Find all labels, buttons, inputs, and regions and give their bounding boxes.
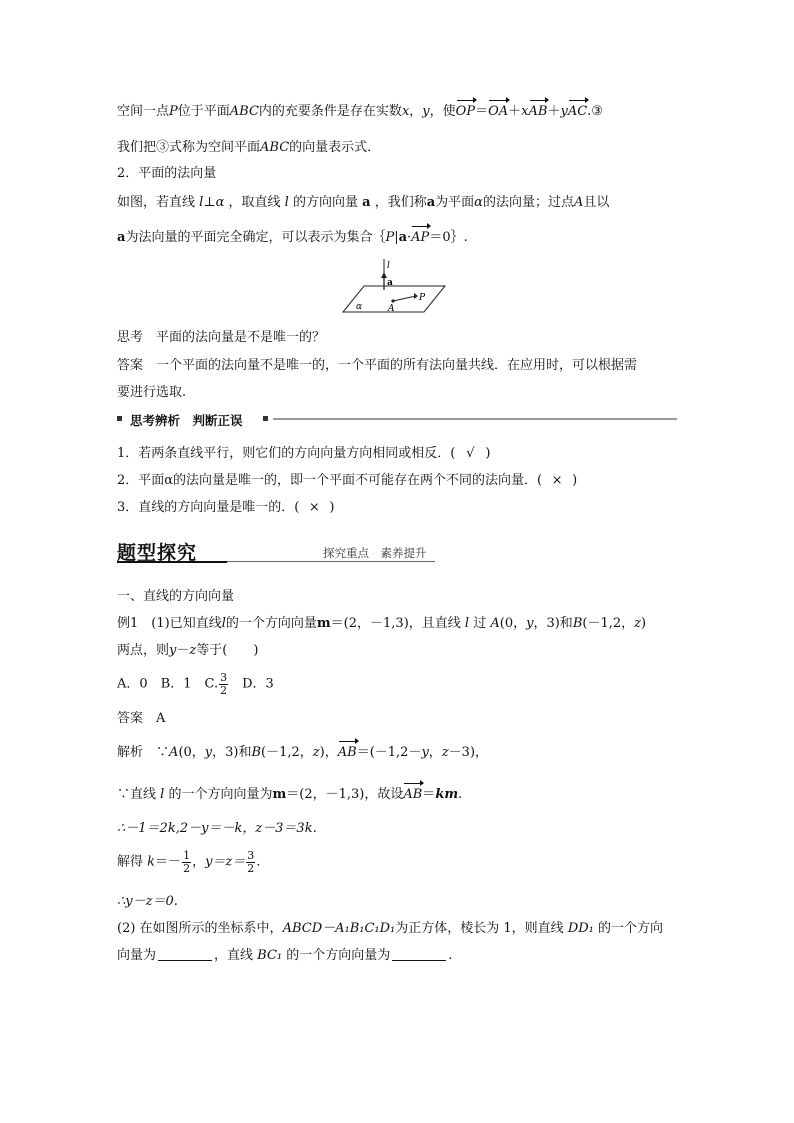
example-line-1: 例1 (1)已知直线l的一个方向向量m＝(2，－1,3)，且直线 l 过 A(0，y，3)和B(－1,2，z) — [117, 616, 647, 631]
heading-normal-vector: 2．平面的法向量 — [117, 166, 217, 181]
vector-ab: AB — [528, 104, 548, 119]
vector-ap-arrow — [393, 296, 416, 301]
think-question: 思考 平面的法向量是不是唯一的？ — [117, 330, 326, 345]
label-p: P — [419, 293, 426, 303]
example-answer: 答案 A — [117, 711, 166, 726]
answer-blank-1[interactable] — [158, 960, 212, 961]
vector-ab-solution: AB — [337, 745, 357, 760]
vector-oa: OA — [488, 104, 509, 119]
judge-header — [117, 412, 677, 426]
fraction-option-c: $\frac{3}{2}$ — [220, 671, 228, 697]
fraction-yz: $\frac{3}{2}$ — [247, 849, 255, 875]
think-answer-2: 要进行选取. — [117, 385, 187, 400]
judge-title: 思考辨析 判断正误 — [130, 413, 243, 428]
section-title: 题型探究 — [117, 542, 198, 564]
header-rule — [273, 418, 677, 420]
section-rule-bold — [117, 561, 227, 563]
label-l: l — [387, 261, 390, 271]
answer-blank-2[interactable] — [392, 960, 446, 961]
solution-line-2: ∵直线 l 的一个方向向量为m＝(2，－1,3)，故设AB＝km. — [117, 787, 463, 802]
label-A: A — [388, 304, 395, 314]
text-line-2: 我们把③式称为空间平面ABC的向量表示式． — [117, 140, 381, 155]
solution-line-5: ∴y－z＝0. — [117, 894, 178, 909]
example-part2-line-2: 向量为 ，直线 BC₁ 的一个方向向量为 . — [117, 948, 453, 963]
square-bullet-icon — [117, 416, 122, 421]
fraction-k: $\frac{1}{2}$ — [183, 849, 191, 875]
text-line-3: 如图，若直线 l⊥α ，取直线 l 的方向向量 a ，我们称a为平面α的法向量；过点A且以 — [117, 195, 610, 210]
solution-line-3: ∴－1＝2k,2－y＝－k，z－3＝3k. — [117, 821, 317, 836]
normal-vector-figure — [340, 256, 460, 318]
vector-ab-solution-2: AB — [403, 787, 423, 802]
think-answer-1: 答案 一个平面的法向量不是唯一的，一个平面的所有法向量共线．在应用时，可以根据需 — [117, 358, 638, 373]
solution-line-1: 解析 ∵A(0，y，3)和B(－1,2，z)，AB＝(－1,2－y，z－3)， — [117, 745, 489, 760]
square-bullet-icon — [263, 416, 268, 421]
example-heading: 一、直线的方向向量 — [117, 589, 235, 604]
vector-ap-arrowhead — [414, 293, 418, 299]
example-part2-line-1: (2) 在如图所示的坐标系中，ABCD－A₁B₁C₁D₁为正方体，棱长为 1，则直线 DD₁ 的一个方向 — [117, 921, 664, 936]
label-a: a — [387, 278, 393, 288]
section-rule-thin — [227, 561, 435, 562]
judge-item-3: 3．直线的方向向量是唯一的．( × ) — [117, 500, 335, 515]
vector-ac: AC — [567, 104, 588, 119]
label-alpha: α — [356, 302, 363, 312]
point-a — [391, 299, 394, 302]
text-line-4: a为法向量的平面完全确定，可以表示为集合｛P|a·AP＝0｝. — [117, 230, 468, 245]
vector-ap: AP — [411, 230, 430, 245]
text-line-1: 空间一点P位于平面ABC内的充要条件是存在实数x，y，使OP＝OA＋xAB＋yAC.③ — [117, 104, 603, 119]
example-options: A．0 B．1 C. $\frac{3}{2}$ D．3 — [117, 671, 274, 697]
judge-item-2: 2．平面α的法向量是唯一的，即一个平面不可能存在两个不同的法向量．( × ) — [117, 473, 578, 488]
section-subtitle: 探究重点 素养提升 — [323, 546, 427, 560]
solution-line-4: 解得 k＝－ $\frac{1}{2}$ ，y＝z＝ $\frac{3}{2}$ . — [117, 849, 261, 875]
vector-op: OP — [455, 104, 476, 119]
judge-item-1: 1．若两条直线平行，则它们的方向向量方向相同或相反．( √ ) — [117, 446, 491, 461]
example-line-2: 两点，则y－z等于( ) — [117, 643, 259, 658]
